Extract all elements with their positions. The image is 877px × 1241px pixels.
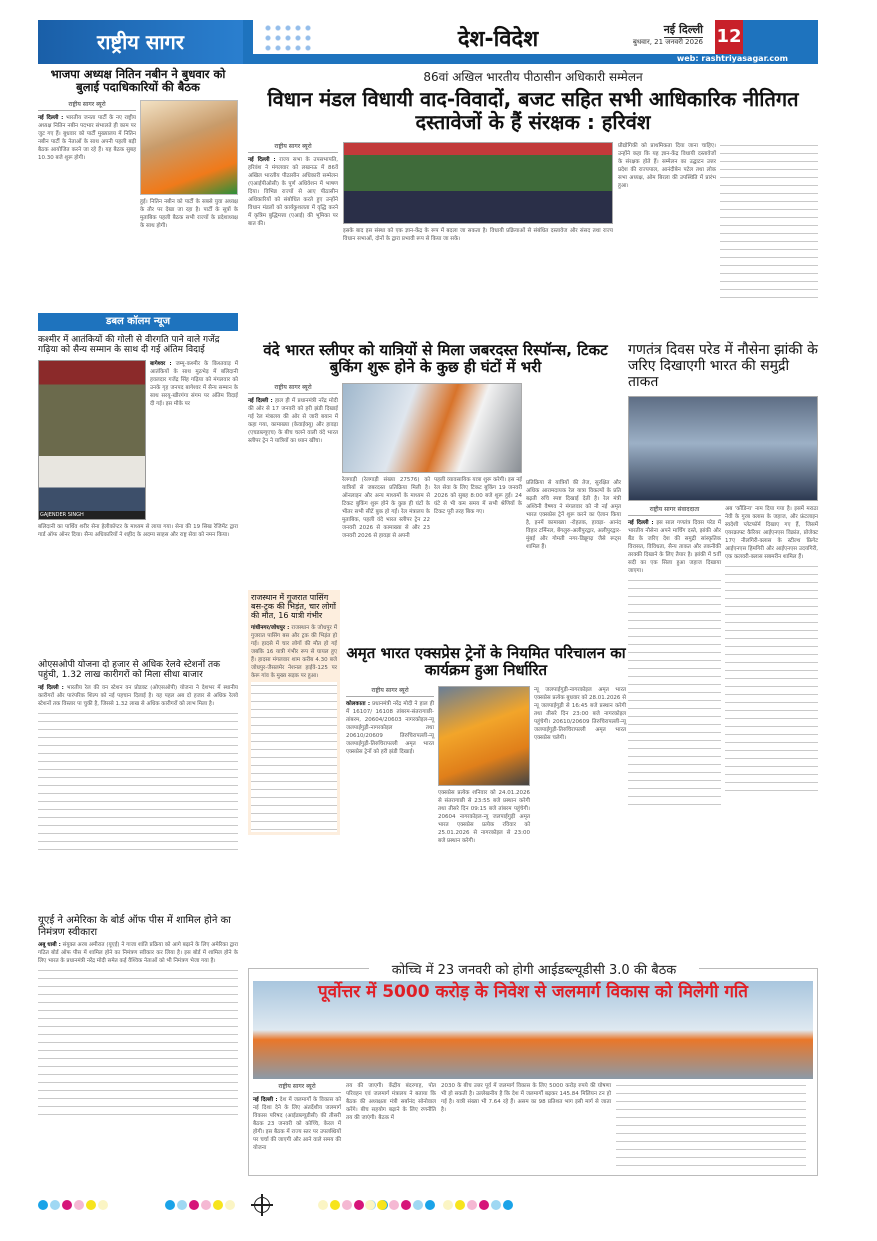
newspaper-logo[interactable]: राष्ट्रीय सागर: [38, 20, 243, 64]
article-text-block: [628, 577, 721, 807]
light-yellow-dot-icon: [365, 1200, 375, 1210]
article-body: संयुक्त अरब अमीरात (यूएई) ने गाजा शांति प्रक्रिया को आगे बढ़ाने के लिए अमेरिका द्वारा गठित बोर्ड ऑफ पीस में शामिल होने का निमंत्रण स्वीकार कर लिया है। इस बोर्ड में शामिल होने के लिए भारत के प्रधानमंत्री नरेंद्र मोदी समेत कई वैश्विक नेताओं को भी निमंत्रण भेजा गया है।: [38, 942, 239, 964]
article-body: प्रतिक्रिया से यात्रियों की तेज, सुरक्षित और अधिक आरामदायक रेल यात्रा विकल्पों के प्रति बढ़ती रुचि स्पष्ट दिखाई देती है। रेल मंत्री अश्विनी वैष्णव ने मंगलवार को नौ नई अमृत भारत एक्सप्रेस ट्रेनें शुरू करने का ऐलान किया है, इनमें कामाख्या -रोहतक, हावड़ा- आनंद विहार टर्मिनल, बेंगलुरु-अलीपुरद्वार, अलीपुरद्वार-मुंबई और गोमती नगर-डिब्रूगढ़ जैसे रूट्स शामिल हैं।: [526, 479, 621, 550]
dateline: कोलकाता :: [346, 700, 371, 707]
headline[interactable]: अमृत भारत एक्सप्रेस ट्रेनों के नियमित परिचालन का कार्यक्रम हुआ निर्धारित: [346, 644, 626, 680]
article-text-block: [616, 1082, 806, 1172]
page-number: 12: [715, 20, 743, 54]
double-column-news: [38, 313, 238, 539]
article-body: प्रधानमंत्री नरेंद्र मोदी ने हाल ही में 16107/ 16108 तांबरम-संतरागाछी-तांबरम, 20604/20603 नागरकोइल-न्यू जलपाईगुड़ी-नागरकोइल तथा 20610/20609 तिरुचिरापल्ली-न्यू जलपाईगुड़ी-तिरुचिरापल्ली अमृत भारत एक्सप्रेस ट्रेनों को हरी झंडी दिखाई।: [346, 700, 435, 755]
section-banner: [253, 20, 743, 54]
edition-date: बुधवार, 21 जनवरी 2026: [632, 38, 703, 46]
article-body: हाल ही में प्रधानमंत्री नरेंद्र मोदी की ओर से 17 जनवरी को हरी झंडी दिखाई गई रेल मंत्रालय की ओर से जारी बयान में कहा गया, कामाख्या (केवाईक्यू) और हावड़ा (एचडब्ल्यूएच) के बीच चलने वाली वंदे भारत स्लीपर ट्रेन ने यात्रियों का ध्यान खींचा।: [248, 397, 338, 444]
article-body: इस साल गणतंत्र दिवस परेड में भारतीय नौसेना अपने मार्चिंग दस्ते, झांकी और बैंड के जरिए देश की समुद्री सांस्कृतिक विरासत, विविधता, सैन्य ताकत और तकनीकी तरक्की दिखाने के लिए तैयार है। झांकी में 5वीं सदी का एक सिला हुआ जहाज दिखाया जाएगा।: [628, 520, 721, 575]
dateline: गांधीनगर/जोधपुर :: [251, 624, 290, 631]
headline[interactable]: पूर्वोत्तर में 5000 करोड़ के निवेश से जलमार्ग विकास को मिलेगी गति: [318, 982, 748, 1002]
train-photo: [342, 383, 522, 473]
article-body: भारतीय जनता पार्टी के नए राष्ट्रीय अध्यक्ष नितिन नबीन पदभार संभालते ही काम पर जुट गए हैं। बुधवार को पार्टी मुख्यालय में नितिन नबीन पार्टी के नेताओं के साथ अपनी पहली बड़ी बैठक आयोजित करने जा रहे हैं। यह बैठक सुबह 10.30 बजे शुरू होगी।: [38, 115, 136, 162]
headline[interactable]: वंदे भारत स्लीपर को यात्रियों से मिला जबरदस्त रिस्पॉन्स, टिकट बुकिंग शुरू होने के कुछ ही घंटों में भरी: [263, 341, 608, 377]
article-text-block: [38, 967, 238, 1117]
article-body: प्रौद्योगिकी को प्राथमिकता दिया जाना चाहिए। उन्होंने कहा कि यह ज्ञान-केंद्र विधायी दस्तावेजों के संरक्षक होते हैं। सम्मेलन का उद्घाटन उत्तर प्रदेश की राज्यपाल, आनंदीबेन पटेल तथा लोक सभा अध्यक्ष, ओम बिरला की उपस्थिति में प्रारंभ हुआ।: [618, 143, 716, 189]
article-body: तय की जाएगी। केंद्रीय बंदरगाह, पोत परिवहन एवं जलमार्ग मंत्रालय ने बताया कि बैठक की अध्यक्षता मंत्री सर्बानंद सोनोवाल करेंगे। बीच सहयोग बढ़ाने के लिए रणनीति तय की जाएंगी। बैठक में: [346, 1083, 436, 1121]
kicker: कोच्चि में 23 जनवरी को होगी आईडब्ल्यूडीसी 3.0 की बैठक: [369, 960, 699, 978]
news-photo: [140, 100, 238, 195]
dateline: अबू धाबी :: [38, 942, 61, 948]
light-yellow-dot-icon: [318, 1200, 328, 1210]
headline[interactable]: राजस्थान में गुजरात पासिंग बस-ट्रक की भिड़ंत, चार लोगों की मौत, 16 यात्री गंभीर: [251, 593, 337, 621]
light-magenta-dot-icon: [74, 1200, 84, 1210]
dateline: नई दिल्ली :: [38, 684, 64, 691]
light-magenta-dot-icon: [467, 1200, 477, 1210]
navy-tableau-photo: [628, 396, 818, 501]
train-photo: [438, 686, 530, 786]
byline: राष्ट्रीय सागर ब्यूरो: [253, 1082, 341, 1093]
news-photo: [38, 360, 146, 520]
article-body: न्यू जलपाईगुड़ी-नागरकोइल अमृत भारत एक्सप्रेस प्रत्येक बुधवार को 28.01.2026 से न्यू जलपाईगुड़ी से 16:45 बजे प्रस्थान करेगी तथा तीसरे दिन 23:00 बजे नागरकोइल पहुंचेगी। 20610/20609 तिरुचिरापल्ली-न्यू जलपाईगुड़ी-तिरुचिरापल्ली अमृत भारत एक्सप्रेस चलेगी।: [534, 686, 626, 741]
byline: राष्ट्रीय सागर ब्यूरो: [248, 383, 338, 394]
dateline: नई दिल्ली :: [248, 397, 273, 404]
magenta-dot-icon: [401, 1200, 411, 1210]
yellow-dot-icon: [330, 1200, 340, 1210]
story-navy: [628, 342, 818, 807]
article-body: भारतीय रेल की वन स्टेशन वन प्रोडक्ट (ओएसओपी) योजना ने देशभर में स्थानीय कारीगरों और पारंपरिक शिल्प को नई पहचान दिलाई है। यह पहल अब दो हजार से अधिक रेलवे स्टेशनों तक विस्तार पा चुकी है, जिससे 1.32 लाख से अधिक कारीगरों को लाभ मिला है।: [38, 684, 238, 707]
photo-caption: GAJENDER SINGH: [39, 511, 145, 519]
article-body: इसके बाद इस संस्था को एक ज्ञान-केंद्र के रूप में बदला जा सकता है। विधायी प्रक्रियाओं से संबंधित दस्तावेज और संसद तथा राज्य विधान सभाओं, दोनों के द्वारा प्रभावी रूप से किया जा सके।: [343, 228, 613, 242]
light-yellow-dot-icon: [443, 1200, 453, 1210]
yellow-dot-icon: [213, 1200, 223, 1210]
story-bjp: [38, 68, 238, 230]
story-uae: [38, 915, 238, 1117]
byline: राष्ट्रीय सागर संवाददाता: [628, 505, 721, 516]
article-body: एक्सप्रेस प्रत्येक शनिवार को 24.01.2026 से संतरागाछी से 23:55 बजे प्रस्थान करेगी तथा तीसरे दिन 09:15 बजे तांबरम पहुंचेगी। 20604 नागरकोइल-न्यू जलपाईगुड़ी अमृत भारत एक्सप्रेस प्रत्येक रविवार को 25.01.2026 से नागरकोइल से 23:00 बजे प्रस्थान करेगी।: [438, 789, 530, 844]
article-body: रेलगाड़ी (रेलगाड़ी संख्या 27576) को यात्रियों से जबरदस्त प्रतिक्रिया मिली है। ऑनलाइन और अन्य माध्यमों के माध्यम से टिकट बुकिंग शुरू होने के कुछ ही घंटों के भीतर सभी सीटें बुक हो गईं। रेल मंत्रालय के मुताबिक, पहली वंदे भारत स्लीपर ट्रेन 22 जनवरी 2026 से कामाख्या से और 23 जनवरी 2026 से हावड़ा से अपनी: [342, 476, 430, 539]
light-yellow-dot-icon: [98, 1200, 108, 1210]
byline: राष्ट्रीय सागर ब्यूरो: [248, 142, 338, 153]
magenta-dot-icon: [479, 1200, 489, 1210]
story-vande-bharat: [248, 342, 623, 551]
headline[interactable]: ओएसओपी योजना दो हजार से अधिक रेलवे स्टेशनों तक पहुंची, 1.32 लाख कारीगरों को मिला सीधा बाजार: [38, 660, 220, 681]
edition-city: नई दिल्ली: [663, 23, 703, 36]
magenta-dot-icon: [189, 1200, 199, 1210]
article-text-block: [251, 682, 337, 832]
dateline: नई दिल्ली :: [248, 157, 276, 163]
article-body: राज्य सभा के उपसभापति, हरिवंश ने मंगलवार को लखनऊ में 86वें अखिल भारतीय पीठासीन अधिकारी सम्मेलन (एआईपीओसी) के पूर्ण अधिवेशन में भाषण दिया। विभिन्न राज्यों से आए पीठासीन अधिकारियों को संबोधित करते हुए उन्होंने विधान मंडलों को कार्यकुशलता में वृद्धि करने में कृत्रिम बुद्धिमत्ता (एआई) की भूमिका पर बात की।: [248, 157, 339, 227]
print-color-bar: [443, 1200, 513, 1214]
light-cyan-dot-icon: [177, 1200, 187, 1210]
headline[interactable]: यूएई ने अमेरिका के बोर्ड ऑफ पीस में शामिल होने का निमंत्रण स्वीकारा: [38, 915, 231, 938]
print-color-bar: [38, 1200, 108, 1214]
cyan-dot-icon: [165, 1200, 175, 1210]
story-osop: [38, 660, 238, 850]
ship-photo: [253, 981, 813, 1079]
article-body: जम्मू-कश्मीर के किश्तवाड़ में आतंकियों के साथ मुठभेड़ में बलिदानी हवलदार गजेंद्र सिंह गढ़िया को मंगलवार को उनके गृह जनपद बागेश्वर में सैन्य सम्मान के साथ सरयू-खीरगंगा संगम पर अंतिम विदाई दी गई। इस मौके पर: [150, 360, 238, 407]
website-link[interactable]: web: rashtriyasagar.com: [676, 54, 788, 63]
headline[interactable]: भाजपा अध्यक्ष नितिन नबीन ने बुधवार को बुलाई पदाधिकारियों की बैठक: [50, 67, 226, 95]
cyan-dot-icon: [38, 1200, 48, 1210]
light-magenta-dot-icon: [342, 1200, 352, 1210]
article-body: देश में जलमार्गों के विकास को नई दिशा देने के लिए अंतर्देशीय जलमार्ग विकास परिषद (आईडब्ल्यूडीसी) की तीसरी बैठक 23 जनवरी को कोच्चि, केरल में होगी। इस बैठक में राज्य स्तर पर उपलब्धियों पर चर्चा की जाएगी और आने वाले समय की योजना: [253, 1097, 341, 1151]
magenta-dot-icon: [354, 1200, 364, 1210]
light-cyan-dot-icon: [50, 1200, 60, 1210]
byline: राष्ट्रीय सागर ब्यूरो: [38, 100, 136, 111]
light-cyan-dot-icon: [413, 1200, 423, 1210]
dateline: नई दिल्ली :: [38, 115, 64, 122]
lead-story: [248, 68, 818, 302]
conference-photo: [343, 142, 613, 224]
article-body: हुई। नितिन नबीन को पार्टी के सबसे युवा अध्यक्ष के तौर पर देखा जा रहा है। पार्टी के सूत्रों के मुताबिक पहली बैठक सभी राज्यों के प्रदेशाध्यक्ष के साथ होगी।: [140, 199, 238, 230]
dateline: बागेश्वर :: [150, 360, 172, 367]
yellow-dot-icon: [455, 1200, 465, 1210]
article-body: राजस्थान के जोधपुर में गुजरात पासिंग बस और ट्रक की भिड़ंत हो गई। हादसे में चार लोगों की मौत हो गई जबकि 16 यात्री गंभीर रूप से घायल हुए हैं। हादसा मंगलवार शाम करीब 4.30 बजे जोधपुर-जैसलमेर नेशनल हाईवे-125 पर केरू गांव के मुख्य सड़क पर हुआ।: [251, 624, 337, 679]
story-amrit-bharat: [346, 645, 626, 845]
article-body: 2030 के बीच उत्तर पूर्व में जलमार्ग विकास के लिए 5000 करोड़ रुपये की घोषणा भी हो सकती है। उल्लेखनीय है कि देश में जलमार्गों बढ़कर 145.84 मिलियन टन हो गई है। यात्री संख्या भी 7.64 रहे हैं। असम का 98 प्रतिशत भाग इसी मार्ग से जाता है।: [441, 1083, 611, 1113]
cyan-dot-icon: [503, 1200, 513, 1210]
article-text-block: [720, 142, 818, 302]
article-body: बलिदानी का पार्थिव शरीर सेना हेलीकॉप्टर के माध्यम से लाया गया। सेना की 19 सिख रेजिमेंट द्वारा गार्ड ऑफ ऑनर दिया। सैन्य अधिकारियों ने शहीद के अदम्य साहस और राष्ट्र सेवा को नमन किया।: [38, 523, 238, 538]
light-magenta-dot-icon: [389, 1200, 399, 1210]
light-yellow-dot-icon: [225, 1200, 235, 1210]
headline[interactable]: कश्मीर में आतंकियों की गोली से वीरगति पाने वाले गजेंद्र गढ़िया को सैन्य सम्मान के साथ दी गई अंतिम विदाई: [38, 335, 220, 356]
registration-mark-icon: [254, 1197, 270, 1213]
story-waterways: [248, 963, 818, 1176]
section-title: देश-विदेश: [457, 27, 539, 52]
article-body: अब 'कौंडिन्य' नाम दिया गया है। इसमें मराठा नेवी के गुरब क्लास के जहाज, और फ्रंटलाइन स्वदेशी प्लेटफॉर्म दिखाए गए हैं, जिसमें एयरक्राफ्ट कैरियर आईएनएस विक्रांत, प्रोजेक्ट 17ए नीलगिरी-क्लास के स्टील्थ फ्रिगेट आईएनएस हिमगिरी और आईएनएस उदयगिरी, एक कलवरी-क्लास सबमरीन शामिल हैं।: [725, 506, 818, 561]
light-cyan-dot-icon: [491, 1200, 501, 1210]
article-text-block: [38, 710, 238, 850]
print-color-bar: [165, 1200, 235, 1214]
light-magenta-dot-icon: [201, 1200, 211, 1210]
story-rajasthan: [248, 590, 340, 835]
magenta-dot-icon: [62, 1200, 72, 1210]
print-color-bar: [365, 1200, 435, 1214]
kicker: 86वां अखिल भारतीय पीठासीन अधिकारी सम्मेलन: [423, 70, 643, 84]
article-body: पहली व्यावसायिक यात्रा शुरू करेगी। इस नई रेल सेवा के लिए टिकट बुकिंग 19 जनवरी 2026 को सुबह 8:00 बजे शुरू हुई। 24 घंटे से भी कम समय में सभी श्रेणियों के टिकट पूरी तरह बिक गए।: [434, 476, 522, 515]
article-text-block: [725, 563, 818, 793]
headline[interactable]: गणतंत्र दिवस परेड में नौसेना झांकी के जरिए दिखाएगी भारत की समुद्री ताकत: [628, 342, 818, 391]
newspaper-page: [38, 20, 818, 1180]
byline: राष्ट्रीय सागर ब्यूरो: [346, 686, 434, 697]
section-label: डबल कॉलम न्यूज: [38, 313, 238, 331]
dateline: नई दिल्ली :: [628, 520, 654, 527]
headline[interactable]: विधान मंडल विधायी वाद-विवादों, बजट सहित सभी आधिकारिक नीतिगत दस्तावेजों के हैं संरक्षक : हरिवंश: [267, 87, 799, 134]
yellow-dot-icon: [86, 1200, 96, 1210]
cyan-dot-icon: [425, 1200, 435, 1210]
dateline: नई दिल्ली :: [253, 1097, 278, 1103]
yellow-dot-icon: [377, 1200, 387, 1210]
masthead: [38, 20, 818, 64]
